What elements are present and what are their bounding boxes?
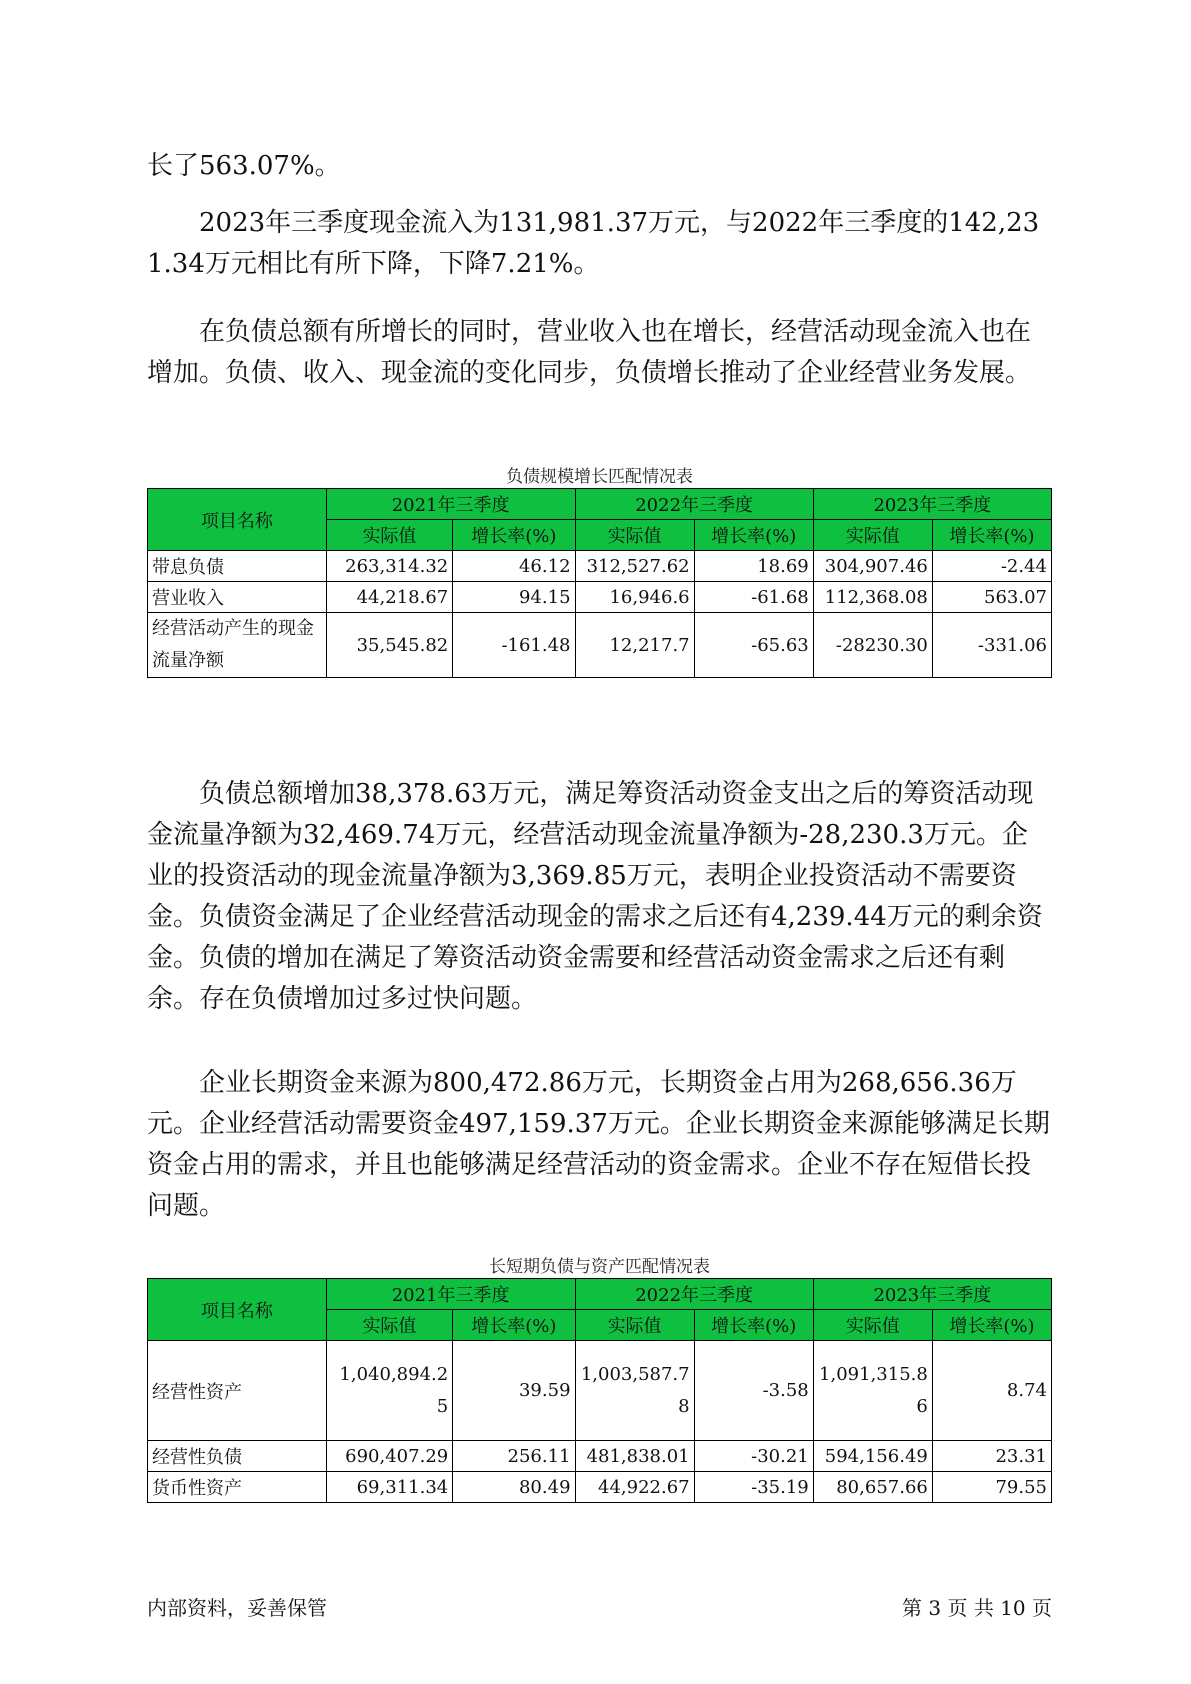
table1-caption: 负债规模增长匹配情况表: [506, 467, 693, 487]
cell-growth: -35.19: [694, 1472, 813, 1503]
paragraph-3: 在负债总额有所增长的同时，营业收入也在增长，经营活动现金流入也在增加。负债、收入、现金流的变化同步，负债增长推动了企业经营业务发展。: [147, 317, 1032, 388]
row-label: 经营性负债: [148, 1441, 327, 1472]
cell-actual: 16,946.6: [575, 582, 694, 613]
table-row: [148, 1441, 1052, 1472]
cell-growth: -2.44: [932, 551, 1051, 582]
cell-actual: 481,838.01: [575, 1441, 694, 1472]
header-period-2022: 2022年三季度: [575, 1279, 813, 1310]
cell-growth: -161.48: [453, 613, 575, 678]
subheader-actual: 实际值: [813, 520, 932, 551]
cell-growth: -61.68: [694, 582, 813, 613]
cell-growth: 8.74: [932, 1341, 1051, 1441]
cell-growth: -331.06: [932, 613, 1051, 678]
header-period-2021: 2021年三季度: [326, 489, 575, 520]
table-row: [148, 1341, 1052, 1441]
header-period-2023: 2023年三季度: [813, 489, 1051, 520]
cell-actual: 44,218.67: [326, 582, 453, 613]
header-item-name: 项目名称: [148, 1279, 327, 1341]
cell-actual: 69,311.34: [326, 1472, 453, 1503]
subheader-actual: 实际值: [575, 1310, 694, 1341]
subheader-growth: 增长率(%): [694, 1310, 813, 1341]
cell-actual: -28230.30: [813, 613, 932, 678]
cell-actual: 690,407.29: [326, 1441, 453, 1472]
cell-growth: 23.31: [932, 1441, 1051, 1472]
row-label: 营业收入: [148, 582, 327, 613]
subheader-growth: 增长率(%): [453, 520, 575, 551]
debt-growth-table: [147, 488, 1052, 678]
cell-actual: 112,368.08: [813, 582, 932, 613]
paragraph-1: 长了563.07%。: [147, 151, 341, 181]
paragraph-4: 负债总额增加38,378.63万元，满足筹资活动资金支出之后的筹资活动现金流量净额为32,469.74万元，经营活动现金流量净额为-28,230.3万元。企业的投资活动的现金流量净额为3,369.85万元，表明企业投资活动不需要资金。负债资金满足了企业经营活动现金的需求之后还有4,239.44万元的剩余资金。负债的增加在满足了筹资活动资金需要和经营活动资金需求之后还有剩余。存在负债增加过多过快问题。: [147, 779, 1043, 1014]
subheader-growth: 增长率(%): [694, 520, 813, 551]
header-period-2022: 2022年三季度: [575, 489, 813, 520]
table2-caption: 长短期负债与资产匹配情况表: [489, 1257, 710, 1277]
header-period-2021: 2021年三季度: [326, 1279, 575, 1310]
cell-actual: 12,217.7: [575, 613, 694, 678]
cell-actual: 1,040,894.25: [326, 1341, 453, 1441]
subheader-growth: 增长率(%): [932, 520, 1051, 551]
cell-actual: 1,091,315.86: [813, 1341, 932, 1441]
row-label: 经营活动产生的现金流量净额: [148, 613, 327, 678]
row-label: 货币性资产: [148, 1472, 327, 1503]
cell-growth: -30.21: [694, 1441, 813, 1472]
header-period-2023: 2023年三季度: [813, 1279, 1051, 1310]
cell-growth: 46.12: [453, 551, 575, 582]
subheader-actual: 实际值: [326, 1310, 453, 1341]
table-row: [148, 1472, 1052, 1503]
cell-growth: 256.11: [453, 1441, 575, 1472]
cell-actual: 1,003,587.78: [575, 1341, 694, 1441]
cell-actual: 312,527.62: [575, 551, 694, 582]
cell-growth: 79.55: [932, 1472, 1051, 1503]
cell-growth: 80.49: [453, 1472, 575, 1503]
cell-growth: 563.07: [932, 582, 1051, 613]
subheader-actual: 实际值: [575, 520, 694, 551]
page-number: 第 3 页 共 10 页: [902, 1596, 1052, 1620]
subheader-actual: 实际值: [326, 520, 453, 551]
row-label: 带息负债: [148, 551, 327, 582]
cell-actual: 594,156.49: [813, 1441, 932, 1472]
cell-growth: 39.59: [453, 1341, 575, 1441]
subheader-growth: 增长率(%): [932, 1310, 1051, 1341]
table-row: [148, 613, 1052, 678]
footer-confidential-note: 内部资料，妥善保管: [147, 1596, 327, 1620]
table-row: [148, 551, 1052, 582]
cell-growth: -65.63: [694, 613, 813, 678]
subheader-growth: 增长率(%): [453, 1310, 575, 1341]
subheader-actual: 实际值: [813, 1310, 932, 1341]
cell-actual: 44,922.67: [575, 1472, 694, 1503]
cell-actual: 304,907.46: [813, 551, 932, 582]
paragraph-5: 企业长期资金来源为800,472.86万元，长期资金占用为268,656.36万元。企业经营活动需要资金497,159.37万元。企业长期资金来源能够满足长期资金占用的需求，并且也能够满足经营活动的资金需求。企业不存在短借长投问题。: [147, 1068, 1050, 1221]
cell-actual: 35,545.82: [326, 613, 453, 678]
table-row: [148, 582, 1052, 613]
paragraph-2: 2023年三季度现金流入为131,981.37万元，与2022年三季度的142,231.34万元相比有所下降，下降7.21%。: [147, 208, 1040, 279]
cell-growth: 94.15: [453, 582, 575, 613]
header-item-name: 项目名称: [148, 489, 327, 551]
long-short-debt-asset-table: [147, 1278, 1052, 1503]
cell-growth: -3.58: [694, 1341, 813, 1441]
row-label: 经营性资产: [148, 1341, 327, 1441]
cell-actual: 263,314.32: [326, 551, 453, 582]
cell-growth: 18.69: [694, 551, 813, 582]
cell-actual: 80,657.66: [813, 1472, 932, 1503]
